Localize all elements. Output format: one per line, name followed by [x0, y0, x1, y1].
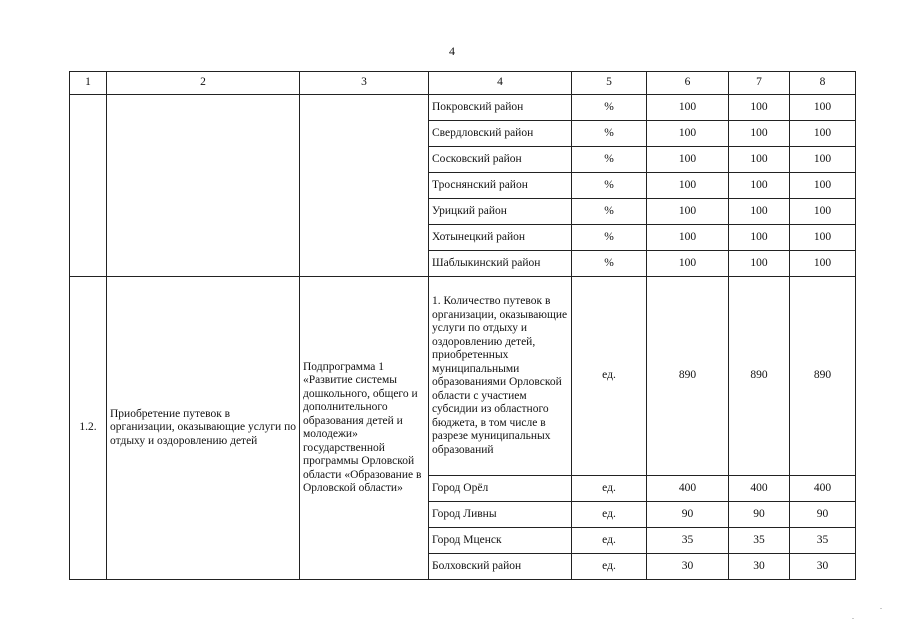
item-program: Подпрограмма 1 «Развитие системы дошкольного, общего и дополнительного образования детей и молодежи» государственной программы Орловской области «Образование в Орловской области»: [300, 277, 429, 580]
value-col7: 100: [729, 225, 790, 251]
value-col8: 100: [790, 225, 856, 251]
district-name: Хотынецкий район: [429, 225, 572, 251]
value-col6: 100: [647, 121, 729, 147]
unit-cell: ед.: [572, 277, 647, 476]
scan-speck: .: [880, 602, 882, 611]
header-row: [70, 72, 856, 95]
district-name: Сосковский район: [429, 147, 572, 173]
page-number: 4: [449, 44, 455, 58]
empty-cell: [107, 95, 300, 277]
value-col8: 100: [790, 251, 856, 277]
header-cell-5: 5: [572, 72, 647, 95]
scan-speck: .: [852, 612, 854, 621]
district-name: Шаблыкинский район: [429, 251, 572, 277]
indicators-table: [69, 71, 856, 580]
header-cell-7: 7: [729, 72, 790, 95]
header-cell-2: 2: [107, 72, 300, 95]
value-col6: 890: [647, 277, 729, 476]
value-col6: 100: [647, 199, 729, 225]
value-col7: 890: [729, 277, 790, 476]
value-col6: 30: [647, 554, 729, 580]
header-cell-3: 3: [300, 72, 429, 95]
value-col6: 100: [647, 95, 729, 121]
empty-cell: [70, 95, 107, 277]
empty-cell: [300, 95, 429, 277]
table-row: [70, 95, 856, 121]
item-number: 1.2.: [70, 277, 107, 580]
unit-cell: ед.: [572, 528, 647, 554]
unit-cell: %: [572, 147, 647, 173]
district-name: Болховский район: [429, 554, 572, 580]
value-col7: 100: [729, 121, 790, 147]
value-col8: 400: [790, 476, 856, 502]
value-col6: 90: [647, 502, 729, 528]
district-name: Троснянский район: [429, 173, 572, 199]
header-cell-1: 1: [70, 72, 107, 95]
value-col6: 100: [647, 147, 729, 173]
unit-cell: ед.: [572, 502, 647, 528]
value-col6: 100: [647, 251, 729, 277]
item-title: Приобретение путевок в организации, оказывающие услуги по отдыху и оздоровлению детей: [107, 277, 300, 580]
value-col8: 100: [790, 121, 856, 147]
district-name: Урицкий район: [429, 199, 572, 225]
value-col7: 100: [729, 95, 790, 121]
value-col7: 100: [729, 173, 790, 199]
value-col8: 30: [790, 554, 856, 580]
unit-cell: %: [572, 121, 647, 147]
district-name: Город Ливны: [429, 502, 572, 528]
unit-cell: %: [572, 251, 647, 277]
value-col8: 90: [790, 502, 856, 528]
value-col7: 100: [729, 147, 790, 173]
table-row: [70, 277, 856, 476]
indicator-description: 1. Количество путевок в организации, оказывающие услуги по отдыху и оздоровлению детей, приобретенных муниципальными образованиями Орловской области с участием субсидии из областного бюджета, в том числе в разрезе муниципальных образований: [429, 277, 572, 476]
value-col6: 400: [647, 476, 729, 502]
header-cell-8: 8: [790, 72, 856, 95]
value-col7: 30: [729, 554, 790, 580]
value-col7: 35: [729, 528, 790, 554]
district-name: Город Орёл: [429, 476, 572, 502]
header-cell-6: 6: [647, 72, 729, 95]
unit-cell: ед.: [572, 476, 647, 502]
value-col8: 100: [790, 95, 856, 121]
value-col7: 90: [729, 502, 790, 528]
district-name: Город Мценск: [429, 528, 572, 554]
district-name: Свердловский район: [429, 121, 572, 147]
value-col7: 400: [729, 476, 790, 502]
unit-cell: %: [572, 199, 647, 225]
value-col8: 35: [790, 528, 856, 554]
value-col8: 890: [790, 277, 856, 476]
value-col6: 35: [647, 528, 729, 554]
header-cell-4: 4: [429, 72, 572, 95]
unit-cell: %: [572, 95, 647, 121]
value-col7: 100: [729, 251, 790, 277]
value-col8: 100: [790, 173, 856, 199]
value-col8: 100: [790, 147, 856, 173]
value-col6: 100: [647, 173, 729, 199]
value-col7: 100: [729, 199, 790, 225]
unit-cell: %: [572, 225, 647, 251]
unit-cell: ед.: [572, 554, 647, 580]
value-col6: 100: [647, 225, 729, 251]
unit-cell: %: [572, 173, 647, 199]
value-col8: 100: [790, 199, 856, 225]
district-name: Покровский район: [429, 95, 572, 121]
